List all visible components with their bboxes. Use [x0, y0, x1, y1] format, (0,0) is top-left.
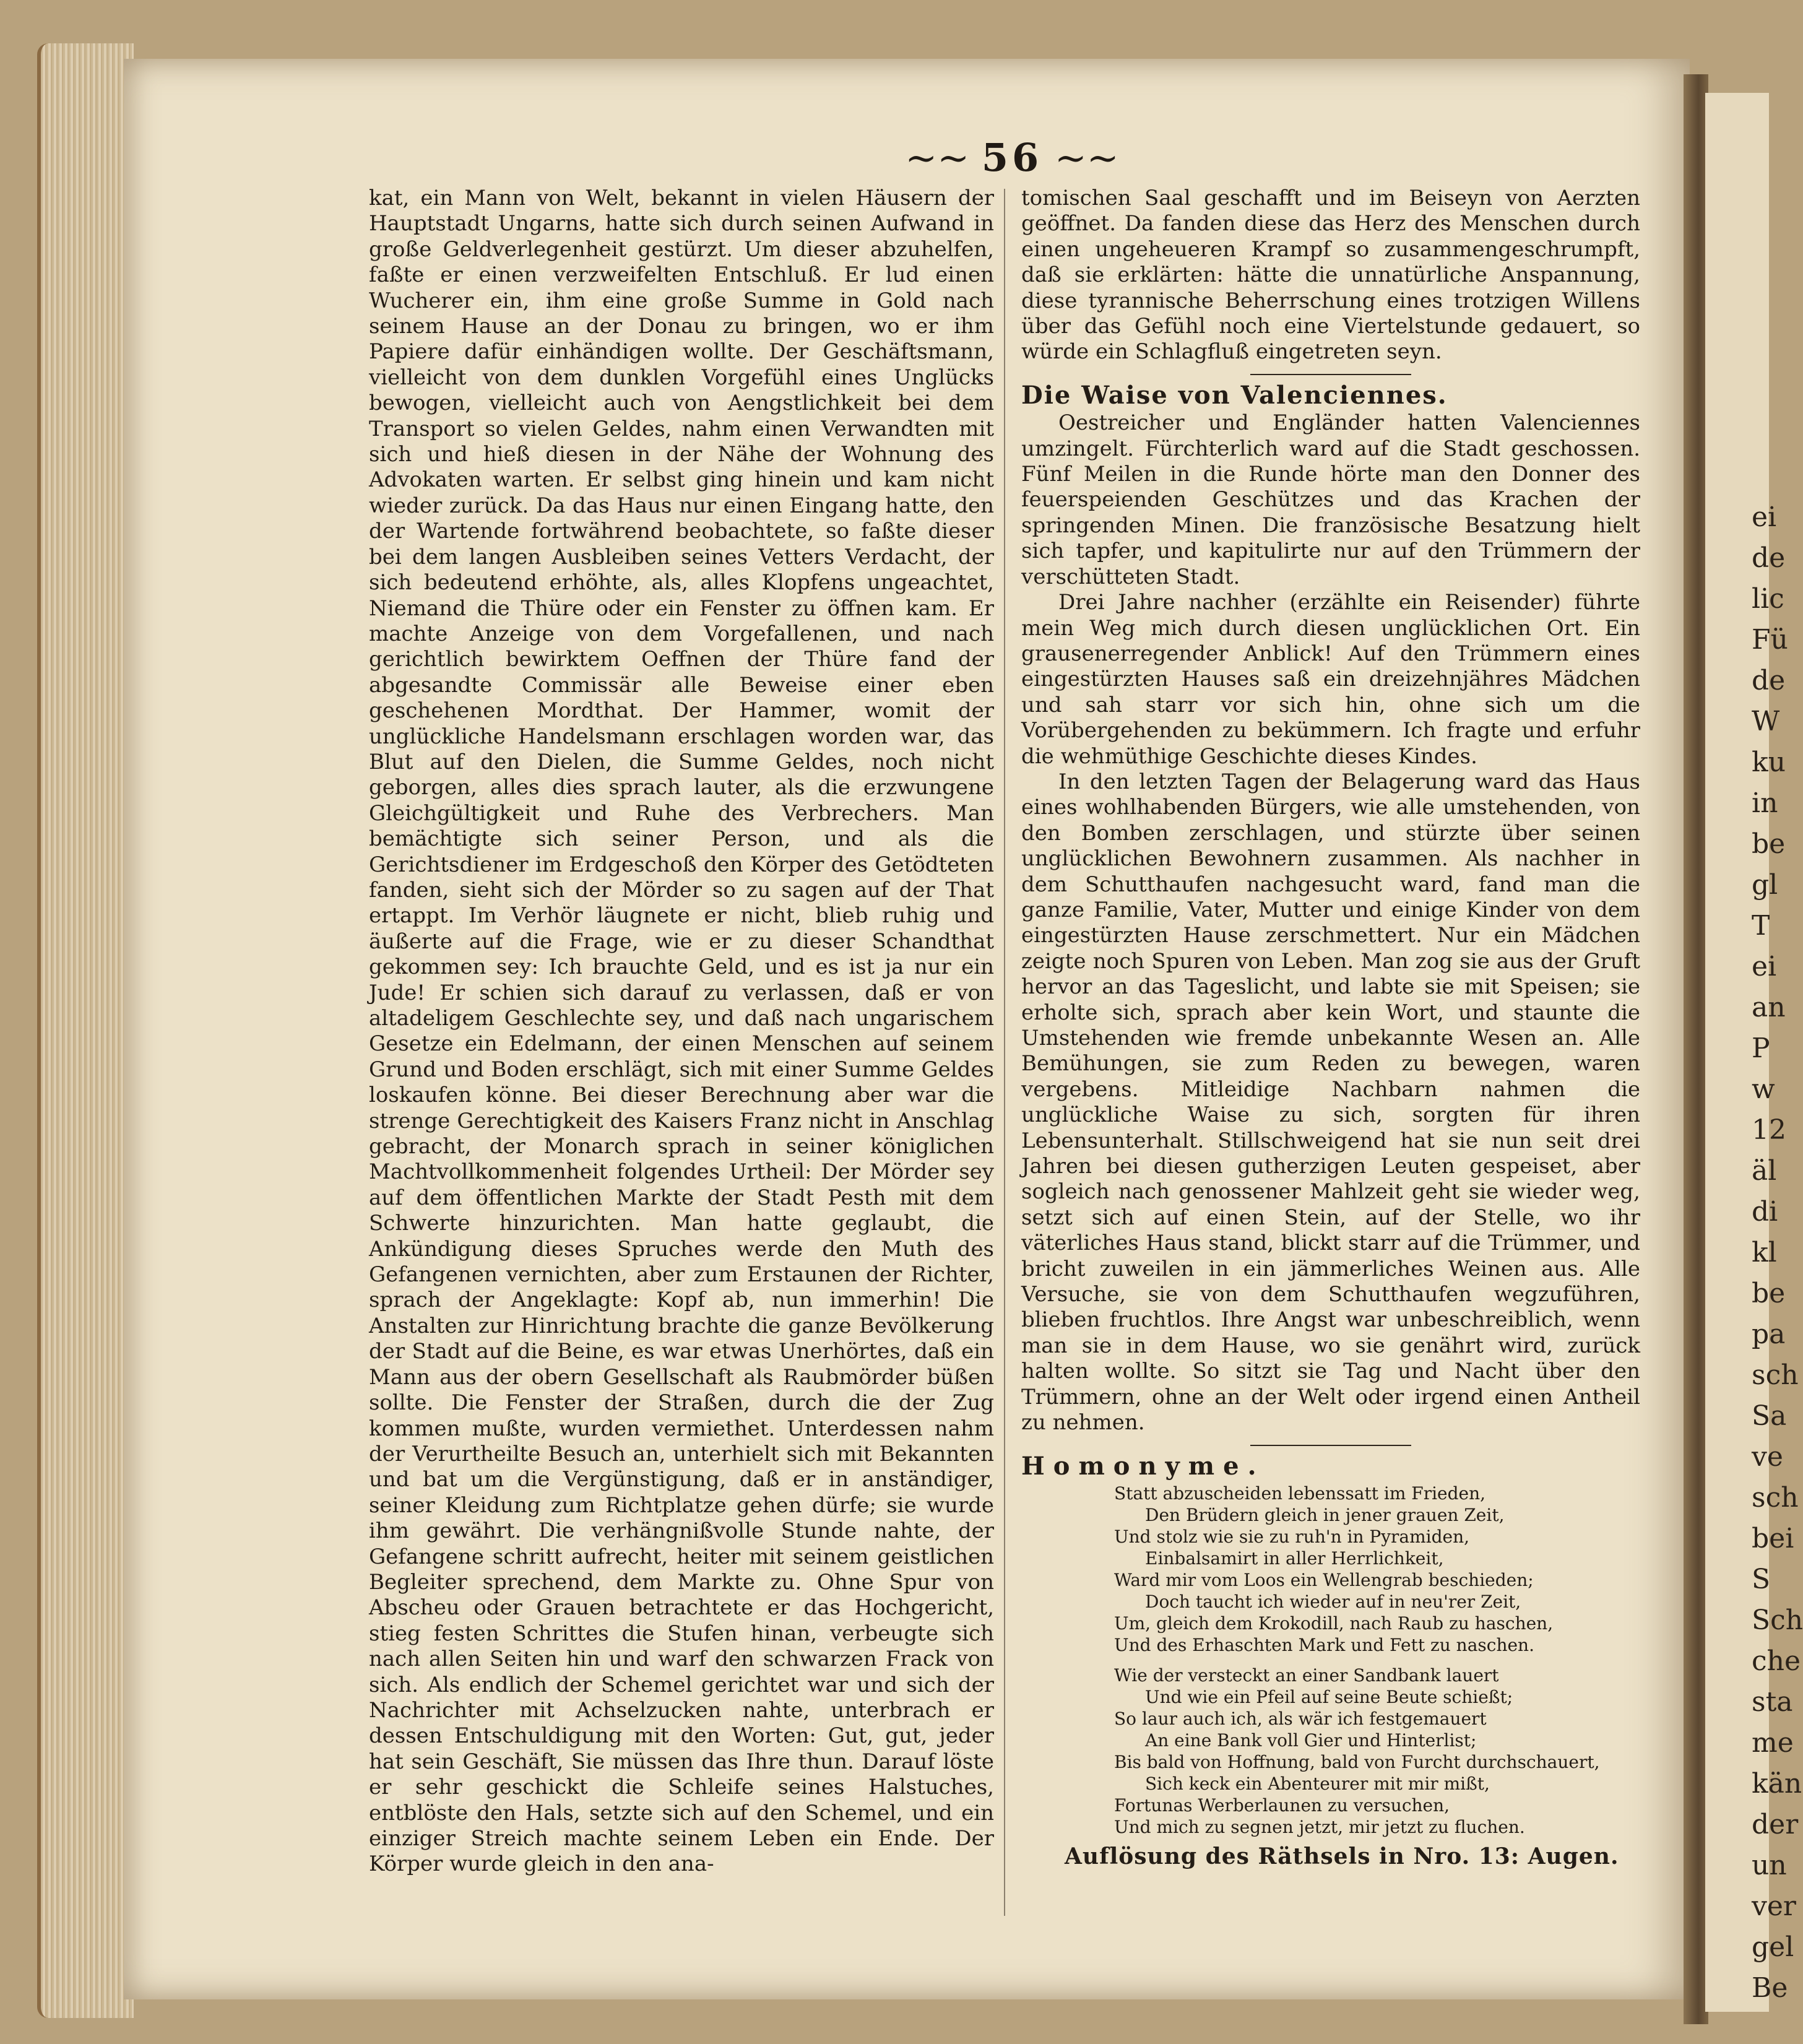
next-page-fragment: w	[1752, 1073, 1775, 1105]
next-page-fragment: de	[1752, 665, 1786, 696]
next-page-fragment: ver	[1752, 1890, 1796, 1922]
next-page-fragment: sta	[1752, 1686, 1793, 1718]
next-page-fragment: ei	[1752, 951, 1777, 982]
next-page-fragment: der	[1752, 1809, 1799, 1840]
poem-line: Und des Erhaschten Mark und Fett zu naschen.	[1114, 1634, 1534, 1655]
poem-line: Einbalsamirt in aller Herrlichkeit,	[1145, 1548, 1444, 1569]
story-paragraph: Oestreicher und Engländer hatten Valenciennes umzingelt. Fürchterlich ward auf die Stadt geschossen. Fünf Meilen in die Runde hörte man den Donner des feuerspeienden Geschützes und das Krachen der springenden Minen. Die französische Besatzung hielt sich tapfer, und kapitulirte nur auf den Trümmern der verschütteten Stadt.	[1021, 410, 1640, 589]
next-page-fragment: che	[1752, 1645, 1801, 1677]
page-number: ~~ 56 ~~	[905, 135, 1119, 180]
next-page-fragment: de	[1752, 542, 1786, 574]
next-page-fragment: ku	[1752, 747, 1786, 778]
next-page-fragment: sch	[1752, 1482, 1799, 1514]
stanza-gap	[1114, 1656, 1640, 1665]
next-page-fragment: ei	[1752, 501, 1777, 533]
story-paragraph: Drei Jahre nachher (erzählte ein Reisender) führte mein Weg mich durch diesen unglücklichen Ort. Ein grausenerregender Anblick! Auf den Trümmern eines eingestürzten Hauses saß ein dreizehnjähres Mädchen und sah starr vor sich hin, ohne sich um die Vorübergehenden zu bekümmern. Ich fragte und erfuhr die wehmüthige Geschichte dieses Kindes.	[1021, 590, 1640, 769]
story-paragraph: In den letzten Tagen der Belagerung ward das Haus eines wohlhabenden Bürgers, wie alle umstehenden, von den Bomben zerschlagen, und stürzte über seinen unglücklichen Bewohnern zusammen. Als nachher in dem Schutthaufen nachgesucht ward, fand man die ganze Familie, Vater, Mutter und einige Kinder von dem eingestürzten Hause zerschmettert. Nur ein Mädchen zeigte noch Spuren von Leben. Man zog sie aus der Gruft hervor an das Tageslicht, und labte sie mit Speisen; sie erholte sich, sprach aber kein Wort, und staunte die Umstehenden wie fremde unbekannte Wesen an. Alle Bemühungen, sie zum Reden zu bewegen, waren vergebens. Mitleidige Nachbarn nahmen die unglückliche Waise zu sich, sorgten für ihren Lebensunterhalt. Stillschweigend hat sie nun seit drei Jahren bei diesen gutherzigen Leuten gespeiset, aber sogleich nach genossener Mahlzeit geht sie wieder weg, setzt sich auf einen Stein, auf der Stelle, wo ihr väterliches Haus stand, blickt starr auf die Trümmer, und bricht zuweilen in ein jämmerliches Weinen aus. Alle Versuche, sie von dem Schutthaufen wegzuführen, blieben fruchtlos. Ihre Angst war unbeschreiblich, wenn man sie in dem Hause, wo sie genährt wird, zurück halten wollte. So sitzt sie Tag und Nacht über den Trümmern, ohne an der Welt oder irgend einen Antheil zu nehmen.	[1021, 769, 1640, 1436]
next-page-fragment: pa	[1752, 1319, 1786, 1350]
next-page-fragment: un	[1752, 1850, 1787, 1881]
next-page-fragment: be	[1752, 828, 1786, 860]
poem-line: Und wie ein Pfeil auf seine Beute schießt;	[1145, 1686, 1513, 1707]
book-page-edges	[37, 43, 134, 2018]
poem-line: An eine Bank voll Gier und Hinterlist;	[1145, 1730, 1477, 1751]
next-page-fragment: me	[1752, 1727, 1794, 1759]
next-page-fragment: bei	[1752, 1523, 1794, 1554]
poem-line: Sich keck ein Abenteurer mit mir mißt,	[1145, 1773, 1490, 1794]
poem-line: Doch taucht ich wieder auf in neu'rer Zeit,	[1145, 1591, 1521, 1612]
next-page-fragment: sch	[1752, 1359, 1799, 1391]
next-page-fragment: be	[1752, 1278, 1786, 1309]
next-page-fragment: Sch	[1752, 1604, 1803, 1636]
previous-article-continuation: tomischen Saal geschafft und im Beiseyn von Aerzten geöffnet. Da fanden diese das Herz des Menschen durch einen ungeheueren Krampf so zusammengeschrumpft, daß sie erklärten: hätte die unnatürliche Anspannung, diese tyrannische Beherrschung eines trotzigen Willens über das Gefühl noch eine Viertelstunde gedauert, so würde ein Schlagfluß eingetreten seyn.	[1021, 186, 1640, 365]
next-page-fragment: S	[1752, 1564, 1771, 1595]
next-page-fragment: kl	[1752, 1237, 1777, 1268]
next-page-fragment: ve	[1752, 1441, 1783, 1473]
poem-title: Homonyme.	[1021, 1451, 1265, 1481]
next-page-fragment: T	[1752, 910, 1770, 942]
page-number-value: 56	[981, 135, 1043, 180]
poem-line: Bis bald von Hoffnung, bald von Furcht durchschauert,	[1114, 1751, 1600, 1772]
left-column-text: kat, ein Mann von Welt, bekannt in vielen Häusern der Hauptstadt Ungarns, hatte sich durch seinen Aufwand in große Geldverlegenheit gestürzt. Um dieser abzuhelfen, faßte er einen verzweifelten Entschluß. Er lud einen Wucherer ein, ihm eine große Summe in Gold nach seinem Hause an der Donau zu bringen, wo er ihm Papiere dafür einhändigen wollte. Der Geschäftsmann, vielleicht von dem dunklen Vorgefühl eines Unglücks bewogen, vielleicht auch von Aengstlichkeit bei dem Transport so vielen Geldes, nahm einen Verwandten mit sich und hieß diesen in der Nähe der Wohnung des Advokaten warten. Er selbst ging hinein und kam nicht wieder zurück. Da das Haus nur einen Eingang hatte, den der Wartende fortwährend beobachtete, so faßte dieser bei dem langen Ausbleiben seines Vetters Verdacht, der sich bedeutend erhöhte, als, alles Klopfens ungeachtet, Niemand die Thüre oder ein Fenster zu öffnen kam. Er machte Anzeige von dem Vorgefallenen, und nach gerichtlich bewirktem Oeffnen der Thüre fand der abgesandte Commissär alle Beweise einer eben geschehenen Mordthat. Der Hammer, womit der unglückliche Handelsmann erschlagen worden war, das Blut auf den Dielen, die Summe Geldes, noch nicht geborgen, alles dies sprach lauter, als die erzwungene Gleichgültigkeit und Ruhe des Verbrechers. Man bemächtigte sich seiner Person, und als die Gerichtsdiener im Erdgeschoß den Körper des Getödteten fanden, sieht sich der Mörder so zu sagen auf der That ertappt. Im Verhör läugnete er nicht, blieb ruhig und äußerte auf die Frage, wie er zu dieser Schandthat gekommen sey: Ich brauchte Geld, und es ist ja nur ein Jude! Er schien sich darauf zu verlassen, daß er von altadeligem Geschlechte sey, und daß nach ungarischem Gesetze ein Edelmann, der einen Menschen auf seinem Grund und Boden erschlägt, sich mit einer Summe Geldes loskaufen könne. Bei dieser Berechnung aber war die strenge Gerechtigkeit des Kaisers Franz nicht in Anschlag gebracht, der Monarch sprach in seiner königlichen Machtvollkommenheit folgendes Urtheil: Der Mörder sey auf dem öffentlichen Markte der Stadt Pesth mit dem Schwerte hinzurichten. Man hatte geglaubt, die Ankündigung dieses Spruches werde den Muth des Gefangenen vernichten, aber zum Erstaunen der Richter, sprach der Angeklagte: Kopf ab, nun immerhin! Die Anstalten zur Hinrichtung brachte die ganze Bevölkerung der Stadt auf die Beine, es war etwas Unerhörtes, daß ein Mann aus der obern Gesellschaft als Raubmörder büßen sollte. Die Fenster der Straßen, durch die der Zug kommen mußte, wurden vermiethet. Unterdessen nahm der Verurtheilte Besuch an, unterhielt sich mit Bekannten und bat um die Vergünstigung, daß er in anständiger, seiner Kleidung zum Richtplatze gehen dürfe; sie wurde ihm gewährt. Die verhängnißvolle Stunde nahte, der Gefangene schritt aufrecht, heiter mit seinem geistlichen Begleiter sprechend, dem Markte zu. Ohne Spur von Abscheu oder Grauen betrachtete er das Hochgericht, stieg festen Schrittes die Stufen hinan, verbeugte sich nach allen Seiten hin und warf den schwarzen Frack von sich. Als endlich der Schemel gerichtet war und sich der Nachrichter mit Achselzucken nahte, unterbrach er dessen Entschuldigung mit den Worten: Gut, gut, jeder hat sein Geschäft, Sie müssen das Ihre thun. Darauf löste er sehr geschickt die Schleife seines Halstuches, entblöste den Hals, setzte sich auf den Schemel, und ein einziger Streich machte seinem Leben ein Ende. Der Körper wurde gleich in den ana-	[369, 186, 994, 1877]
poem-line: Statt abzuscheiden lebenssatt im Frieden,	[1114, 1483, 1486, 1504]
next-page-fragment: W	[1752, 706, 1780, 737]
section-divider	[1250, 374, 1411, 375]
story-title: Die Waise von Valenciennes.	[1021, 380, 1448, 410]
next-page-fragment: Sa	[1752, 1400, 1787, 1432]
next-page-fragment: 12	[1752, 1114, 1786, 1146]
next-page-fragment: äl	[1752, 1155, 1777, 1187]
poem-line: Den Brüdern gleich in jener grauen Zeit,	[1145, 1504, 1505, 1525]
next-page-fragment: Be	[1752, 1972, 1788, 2004]
next-page-fragment: gel	[1752, 1931, 1794, 1963]
next-page-fragment: Fü	[1752, 624, 1788, 656]
poem-line: Und mich zu segnen jetzt, mir jetzt zu fluchen.	[1114, 1816, 1525, 1837]
poem-line: Fortunas Werberlaunen zu versuchen,	[1114, 1795, 1450, 1816]
column-divider	[1004, 189, 1005, 1916]
poem-line: Wie der versteckt an einer Sandbank lauert	[1114, 1665, 1499, 1686]
next-page-fragment: lic	[1752, 583, 1784, 615]
next-page-fragment: P	[1752, 1033, 1770, 1064]
riddle-solution: Auflösung des Räthsels in Nro. 13: Augen.	[1065, 1843, 1619, 1869]
right-column	[1021, 186, 1640, 1869]
next-page-fragment: an	[1752, 992, 1786, 1023]
left-column	[369, 186, 994, 1877]
next-page-fragment: in	[1752, 787, 1778, 819]
next-page-fragment: gl	[1752, 869, 1778, 901]
poem	[1021, 1483, 1640, 1838]
next-page-fragment: di	[1752, 1196, 1778, 1228]
section-divider	[1250, 1445, 1411, 1446]
poem-line: So laur auch ich, als wär ich festgemauert	[1114, 1708, 1487, 1729]
next-page-fragment: kän	[1752, 1768, 1802, 1799]
poem-line: Und stolz wie sie zu ruh'n in Pyramiden,	[1114, 1526, 1470, 1547]
poem-line: Um, gleich dem Krokodill, nach Raub zu haschen,	[1114, 1613, 1554, 1634]
book-gutter	[1684, 74, 1708, 2024]
poem-line: Ward mir vom Loos ein Wellengrab beschieden;	[1114, 1569, 1534, 1590]
